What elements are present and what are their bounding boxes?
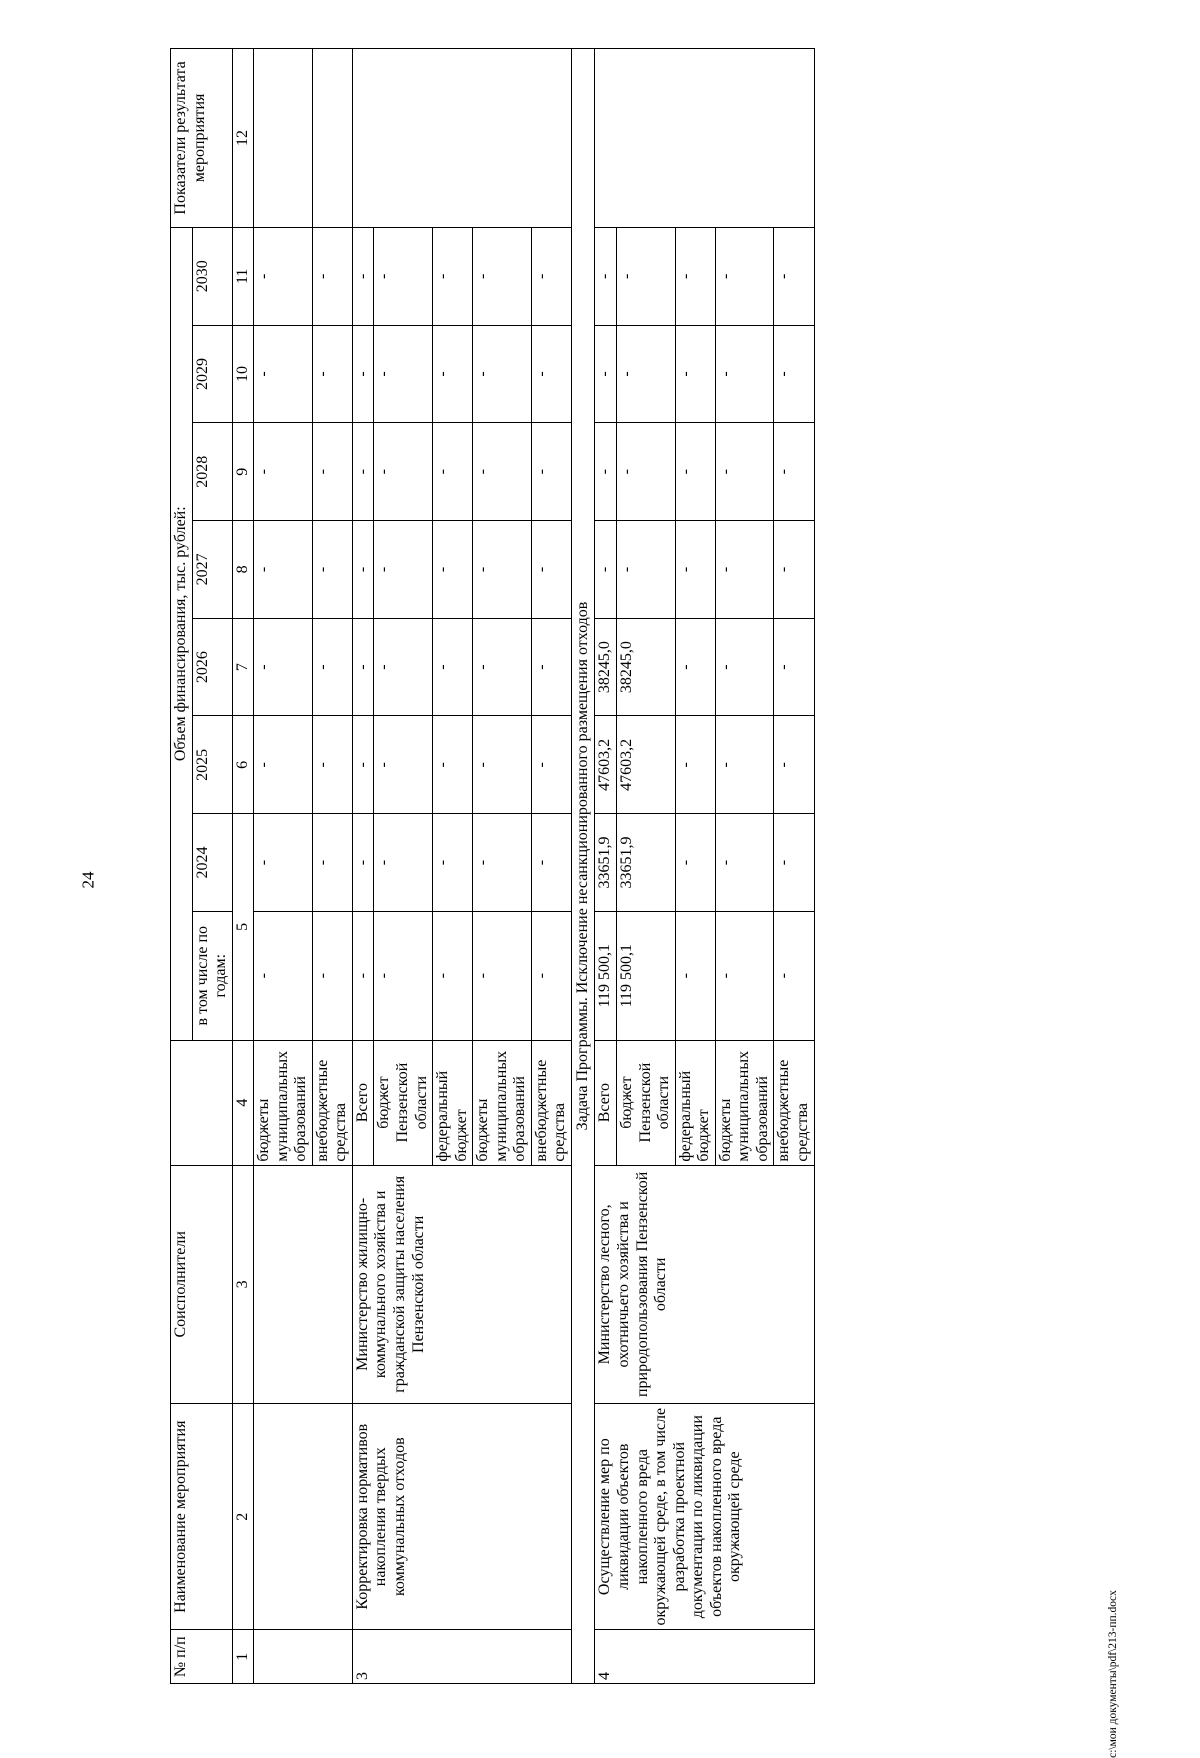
value-cell: - bbox=[352, 227, 374, 325]
value-cell: - bbox=[433, 716, 473, 814]
value-cell: - bbox=[774, 911, 814, 1040]
value-cell: - bbox=[675, 814, 715, 912]
value-cell: - bbox=[374, 325, 433, 423]
value-cell: - bbox=[352, 814, 374, 912]
value-cell: - bbox=[595, 227, 617, 325]
value-cell: - bbox=[715, 227, 774, 325]
value-cell: 119 500,1 bbox=[617, 911, 676, 1040]
value-cell: - bbox=[715, 618, 774, 716]
value-cell: - bbox=[531, 325, 571, 423]
value-cell: - bbox=[675, 521, 715, 619]
value-cell: - bbox=[774, 423, 814, 521]
value-cell: - bbox=[352, 423, 374, 521]
value-cell: - bbox=[531, 814, 571, 912]
value-cell: - bbox=[617, 521, 676, 619]
cell-empty bbox=[254, 1403, 353, 1629]
item-coexecutor: Министерство лесного, охотничьего хозяйства и природопользования Пензенской области bbox=[595, 1165, 814, 1403]
value-cell: - bbox=[715, 325, 774, 423]
value-cell: - bbox=[374, 521, 433, 619]
value-cell: - bbox=[312, 814, 352, 912]
header-source-blank bbox=[171, 1040, 233, 1165]
value-cell: - bbox=[774, 521, 814, 619]
value-cell: - bbox=[374, 911, 433, 1040]
value-cell: - bbox=[374, 423, 433, 521]
header-year: 2024 bbox=[192, 814, 232, 912]
header-year: 2030 bbox=[192, 227, 232, 325]
source-cell: федеральный бюджет bbox=[675, 1040, 715, 1165]
column-numbers-row bbox=[232, 49, 254, 1684]
value-cell: - bbox=[473, 814, 532, 912]
value-cell: - bbox=[254, 618, 313, 716]
value-cell: 33651,9 bbox=[617, 814, 676, 912]
header-year: 2029 bbox=[192, 325, 232, 423]
value-cell: 47603,2 bbox=[617, 716, 676, 814]
col-number: 10 bbox=[232, 325, 254, 423]
value-cell: - bbox=[254, 911, 313, 1040]
value-cell: - bbox=[433, 423, 473, 521]
value-cell: - bbox=[433, 911, 473, 1040]
value-cell: - bbox=[374, 227, 433, 325]
value-cell: - bbox=[312, 911, 352, 1040]
value-cell: - bbox=[473, 325, 532, 423]
item-number: 4 bbox=[595, 1630, 814, 1684]
value-cell: - bbox=[254, 423, 313, 521]
task-text: Задача Программы. Исключение несанкционированного размещения отходов bbox=[571, 49, 595, 1684]
value-cell: - bbox=[715, 716, 774, 814]
value-cell: - bbox=[595, 325, 617, 423]
value-cell: - bbox=[433, 814, 473, 912]
page-number: 24 bbox=[78, 871, 97, 889]
value-cell: - bbox=[675, 227, 715, 325]
source-cell: бюджеты муниципальных образований bbox=[473, 1040, 532, 1165]
value-cell: - bbox=[312, 423, 352, 521]
header-year: 2026 bbox=[192, 618, 232, 716]
value-cell: - bbox=[352, 716, 374, 814]
value-cell: - bbox=[352, 911, 374, 1040]
value-cell: 38245,0 bbox=[617, 618, 676, 716]
item-coexecutor: Министерство жилищно-коммунального хозяйства и гражданской защиты населения Пензенской области bbox=[352, 1165, 571, 1403]
header-indicators: Показатели результата мероприятия bbox=[171, 49, 233, 228]
item-name: Корректировка нормативов накопления твердых коммунальных отходов bbox=[352, 1403, 571, 1629]
value-cell: - bbox=[595, 521, 617, 619]
value-cell: - bbox=[473, 521, 532, 619]
value-cell: - bbox=[312, 521, 352, 619]
value-cell: - bbox=[254, 521, 313, 619]
value-cell: - bbox=[715, 814, 774, 912]
value-cell: - bbox=[473, 618, 532, 716]
value-cell: - bbox=[774, 716, 814, 814]
header-num: № п/п bbox=[171, 1630, 233, 1684]
table-wrapper bbox=[170, 48, 1028, 1684]
value-cell: - bbox=[352, 618, 374, 716]
source-cell: внебюджетные средства bbox=[774, 1040, 814, 1165]
source-cell: федеральный бюджет bbox=[433, 1040, 473, 1165]
value-cell: - bbox=[531, 911, 571, 1040]
source-cell: Всего bbox=[352, 1040, 374, 1165]
value-cell: - bbox=[473, 911, 532, 1040]
value-cell: - bbox=[617, 325, 676, 423]
value-cell: - bbox=[433, 521, 473, 619]
value-cell: - bbox=[352, 521, 374, 619]
value-cell: - bbox=[433, 618, 473, 716]
table-row bbox=[595, 49, 617, 1684]
header-name: Наименование мероприятия bbox=[171, 1403, 233, 1629]
value-cell: - bbox=[715, 423, 774, 521]
value-cell: - bbox=[433, 227, 473, 325]
col-number: 3 bbox=[232, 1165, 254, 1403]
item-number: 3 bbox=[352, 1630, 571, 1684]
col-number: 9 bbox=[232, 423, 254, 521]
header-year: 2028 bbox=[192, 423, 232, 521]
value-cell: - bbox=[617, 423, 676, 521]
col-number: 1 bbox=[232, 1630, 254, 1684]
col-number: 8 bbox=[232, 521, 254, 619]
value-cell: - bbox=[531, 716, 571, 814]
value-cell: - bbox=[531, 227, 571, 325]
value-cell: - bbox=[312, 227, 352, 325]
value-cell: - bbox=[617, 227, 676, 325]
value-cell: - bbox=[254, 814, 313, 912]
value-cell: - bbox=[312, 716, 352, 814]
value-cell: - bbox=[254, 716, 313, 814]
value-cell: - bbox=[675, 716, 715, 814]
value-cell: - bbox=[433, 325, 473, 423]
source-cell: внебюджетные средства bbox=[531, 1040, 571, 1165]
value-cell: 33651,9 bbox=[595, 814, 617, 912]
value-cell: - bbox=[595, 423, 617, 521]
header-coexec: Соисполнители bbox=[171, 1165, 233, 1403]
col-number: 4 bbox=[232, 1040, 254, 1165]
indicator-cell bbox=[254, 49, 313, 228]
header-incl: в том числе по годам: bbox=[192, 911, 232, 1040]
value-cell: 119 500,1 bbox=[595, 911, 617, 1040]
footer-file-path: c:\мои документы\pdf\213-пп.docx bbox=[1107, 1590, 1119, 1758]
value-cell: - bbox=[774, 227, 814, 325]
value-cell: - bbox=[774, 325, 814, 423]
indicator-cell bbox=[352, 49, 571, 228]
value-cell: - bbox=[312, 618, 352, 716]
cell-empty bbox=[254, 1165, 353, 1403]
value-cell: - bbox=[254, 325, 313, 423]
value-cell: - bbox=[374, 618, 433, 716]
task-row bbox=[571, 49, 595, 1684]
value-cell: - bbox=[675, 618, 715, 716]
indicator-cell bbox=[595, 49, 814, 228]
financing-table bbox=[170, 48, 815, 1684]
col-number: 7 bbox=[232, 618, 254, 716]
value-cell: - bbox=[715, 521, 774, 619]
value-cell: - bbox=[374, 814, 433, 912]
value-cell: - bbox=[715, 911, 774, 1040]
value-cell: - bbox=[675, 911, 715, 1040]
header-year: 2027 bbox=[192, 521, 232, 619]
source-cell: Всего bbox=[595, 1040, 617, 1165]
value-cell: - bbox=[473, 227, 532, 325]
value-cell: - bbox=[531, 618, 571, 716]
value-cell: - bbox=[675, 325, 715, 423]
col-number: 6 bbox=[232, 716, 254, 814]
value-cell: - bbox=[254, 227, 313, 325]
value-cell: - bbox=[374, 716, 433, 814]
col-number: 12 bbox=[232, 49, 254, 228]
value-cell: - bbox=[531, 423, 571, 521]
header-year: 2025 bbox=[192, 716, 232, 814]
value-cell: - bbox=[473, 423, 532, 521]
item-name: Осуществление мер по ликвидации объектов накопленного вреда окружающей среде, в том числе разработка проектной документации по ликвидации объектов накопленного вреда окружающей среде bbox=[595, 1403, 814, 1629]
source-cell: внебюджетные средства bbox=[312, 1040, 352, 1165]
value-cell: - bbox=[774, 814, 814, 912]
table-row bbox=[352, 49, 374, 1684]
col-number: 2 bbox=[232, 1403, 254, 1629]
col-number: 5 bbox=[232, 814, 254, 1040]
value-cell: - bbox=[675, 423, 715, 521]
header-volume: Объем финансирования, тыс. рублей: bbox=[171, 227, 193, 1040]
source-cell: бюджеты муниципальных образований bbox=[254, 1040, 313, 1165]
value-cell: 47603,2 bbox=[595, 716, 617, 814]
value-cell: - bbox=[531, 521, 571, 619]
table-row bbox=[254, 49, 313, 1684]
value-cell: - bbox=[473, 716, 532, 814]
col-number: 11 bbox=[232, 227, 254, 325]
source-cell: бюджет Пензенской области bbox=[374, 1040, 433, 1165]
value-cell: 38245,0 bbox=[595, 618, 617, 716]
value-cell: - bbox=[774, 618, 814, 716]
source-cell: бюджет Пензенской области bbox=[617, 1040, 676, 1165]
source-cell: бюджеты муниципальных образований bbox=[715, 1040, 774, 1165]
indicator-cell bbox=[312, 49, 352, 228]
cell-empty bbox=[254, 1630, 353, 1684]
header-row-1 bbox=[171, 49, 193, 1684]
rotated-table-container bbox=[170, 48, 1028, 1684]
value-cell: - bbox=[352, 325, 374, 423]
value-cell: - bbox=[312, 325, 352, 423]
